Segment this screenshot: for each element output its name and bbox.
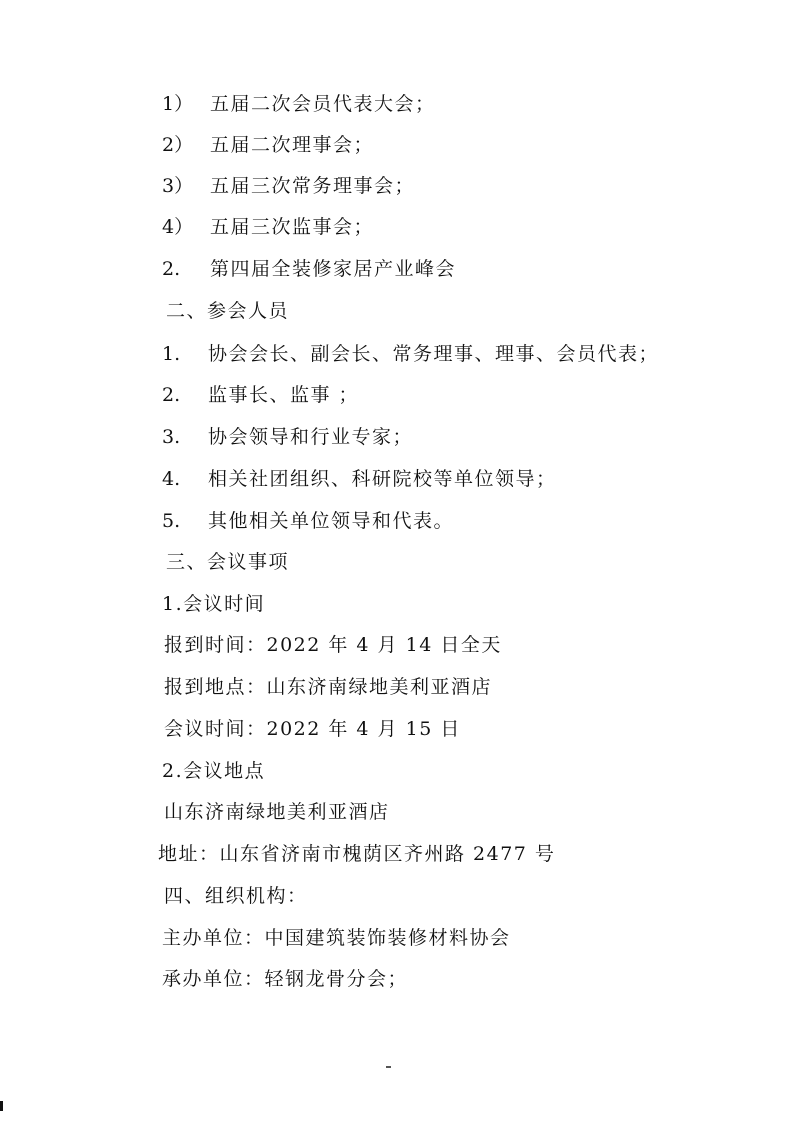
meeting-time: 会议时间：2022 年 4 月 15 日 — [164, 718, 461, 740]
list-item: 协会领导和行业专家； — [208, 426, 414, 448]
venue: 山东济南绿地美利亚酒店 — [164, 801, 390, 823]
subsection-heading: 1.会议时间 — [162, 593, 266, 615]
list-item: 五届二次会员代表大会； — [210, 93, 436, 115]
list-item: 相关社团组织、科研院校等单位领导； — [208, 468, 557, 490]
list-item: 协会会长、副会长、常务理事、理事、会员代表； — [208, 343, 660, 365]
section-heading: 三、会议事项 — [166, 551, 290, 573]
checkin-place: 报到地点：山东济南绿地美利亚酒店 — [164, 676, 493, 698]
checkin-time: 报到时间：2022 年 4 月 14 日全天 — [164, 634, 502, 656]
list-number: 1） — [162, 93, 194, 115]
list-item: 第四届全装修家居产业峰会 — [210, 258, 457, 280]
list-number: 3. — [162, 426, 181, 448]
address: 地址：山东省济南市槐荫区齐州路 2477 号 — [158, 843, 556, 865]
list-item: 五届二次理事会； — [210, 134, 375, 156]
list-number: 3） — [162, 175, 194, 197]
list-item: 五届三次常务理事会； — [210, 175, 416, 197]
host-unit: 主办单位：中国建筑装饰装修材料协会 — [162, 927, 511, 949]
list-number: 4） — [162, 216, 194, 238]
list-number: 2. — [162, 384, 181, 406]
section-heading: 二、参会人员 — [166, 300, 290, 322]
list-number: 4. — [162, 468, 181, 490]
subsection-heading: 2.会议地点 — [162, 760, 266, 782]
list-item: 五届三次监事会； — [210, 216, 375, 238]
organizer-unit: 承办单位：轻钢龙骨分会； — [162, 968, 409, 990]
list-number: 2. — [162, 258, 181, 280]
scan-edge-mark — [0, 1101, 3, 1111]
list-number: 1. — [162, 343, 181, 365]
list-number: 2） — [162, 134, 194, 156]
list-item: 其他相关单位领导和代表。 — [208, 510, 455, 532]
section-heading: 四、组织机构： — [164, 885, 308, 907]
list-number: 5. — [162, 510, 181, 532]
scan-speck — [386, 1066, 391, 1068]
list-item: 监事长、监事 ； — [208, 384, 360, 406]
